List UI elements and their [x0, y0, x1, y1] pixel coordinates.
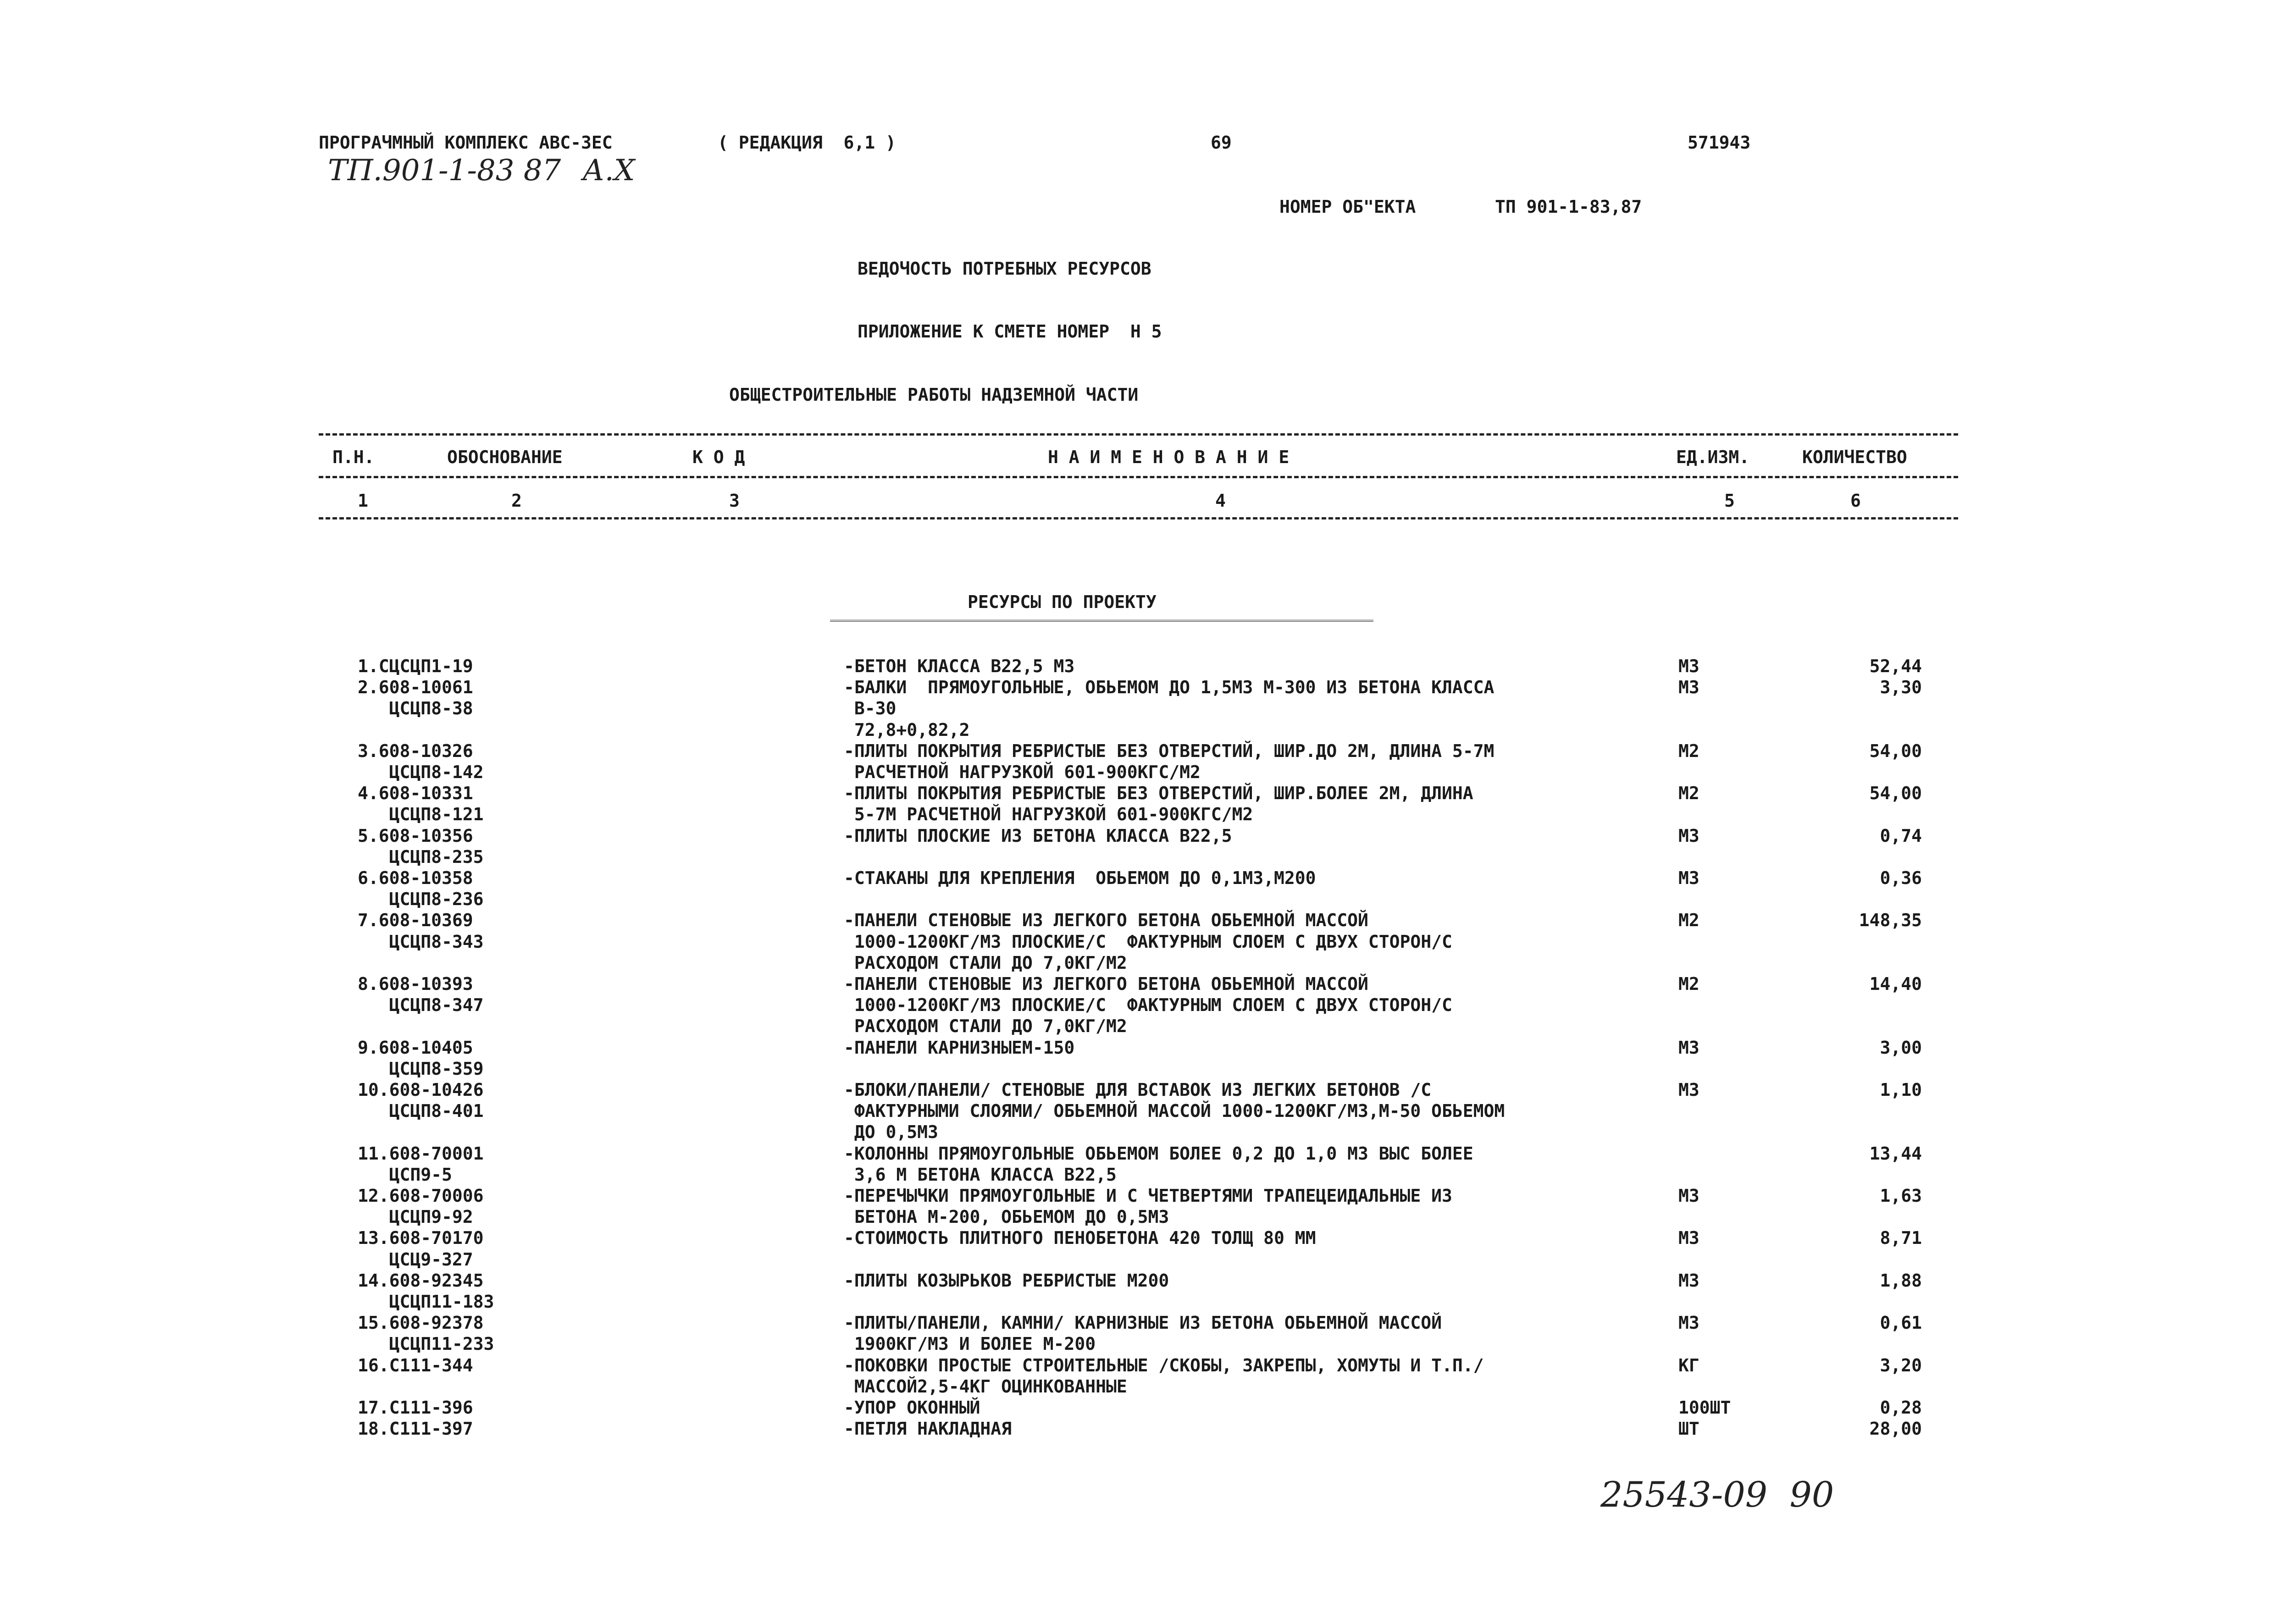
document-title: ВЕДОЧОСТЬ ПОТРЕБНЫХ РЕСУРСОВ [858, 259, 1151, 279]
col-header-basis: ОБОСНОВАНИЕ [447, 447, 563, 467]
table-row [0, 931, 2275, 952]
row-quantity: 54,00 [1869, 783, 1922, 804]
row-unit: М3 [1678, 677, 1699, 698]
row-code: ЦСЦП8-235 [358, 846, 484, 867]
row-code: ЦСЦП8-347 [358, 995, 484, 1016]
object-number-label: НОМЕР ОБ"ЕКТА [1279, 197, 1416, 217]
row-code: ЦСЦП8-142 [358, 762, 484, 782]
row-code: ЦСП9-5 [358, 1164, 452, 1185]
row-quantity: 1,88 [1880, 1270, 1922, 1291]
row-description: 1000-1200КГ/М3 ПЛОСКИЕ/С ФАКТУРНЫМ СЛОЕМ С ДВУХ СТОРОН/С [844, 995, 1452, 1016]
row-quantity: 13,44 [1869, 1143, 1922, 1164]
col-number-5: 5 [1724, 491, 1735, 511]
col-header-name: Н А И М Е Н О В А Н И Е [1048, 447, 1290, 467]
works-title: ОБЩЕСТРОИТЕЛЬНЫЕ РАБОТЫ НАДЗЕМНОЙ ЧАСТИ [729, 385, 1139, 405]
row-description: -ПОКОВКИ ПРОСТЫЕ СТРОИТЕЛЬНЫЕ /СКОБЫ, ЗАКРЕПЫ, ХОМУТЫ И Т.П./ [844, 1355, 1484, 1375]
row-description: -СТАКАНЫ ДЛЯ КРЕПЛЕНИЯ ОБЬЕМОМ ДО 0,1М3,М200 [844, 868, 1316, 888]
table-row [0, 1249, 2275, 1270]
row-code: 9.608-10405 [358, 1037, 473, 1058]
table-row [0, 656, 2275, 677]
row-description: РАСЧЕТНОЙ НАГРУЗКОЙ 601-900КГС/М2 [844, 762, 1201, 782]
row-code: ЦСЦП8-359 [358, 1058, 484, 1079]
row-description: -БЕТОН КЛАССА В22,5 М3 [844, 656, 1075, 676]
row-description: -СТОИМОСТЬ ПЛИТНОГО ПЕНОБЕТОНА 420 ТОЛЩ 80 ММ [844, 1228, 1316, 1248]
row-description: -ПАНЕЛИ СТЕНОВЫЕ ИЗ ЛЕГКОГО БЕТОНА ОБЬЕМНОЙ МАССОЙ [844, 974, 1368, 994]
row-quantity: 14,40 [1869, 974, 1922, 994]
row-code: 8.608-10393 [358, 974, 473, 994]
row-quantity: 0,36 [1880, 868, 1922, 888]
row-unit: М3 [1678, 1228, 1699, 1248]
handwritten-project-ref: ТП.901-1-83 87 [328, 154, 561, 188]
col-number-2: 2 [511, 491, 522, 511]
row-quantity: 0,74 [1880, 825, 1922, 846]
row-quantity: 0,28 [1880, 1398, 1922, 1418]
table-row [0, 804, 2275, 825]
row-code: 13.608-70170 [358, 1228, 484, 1248]
row-description: ДО 0,5М3 [844, 1122, 938, 1143]
row-description: В-30 [844, 698, 897, 719]
row-unit: М2 [1678, 910, 1699, 931]
row-unit: М3 [1678, 1186, 1699, 1206]
row-code: 2.608-10061 [358, 677, 473, 698]
row-unit: 100ШТ [1678, 1398, 1731, 1418]
row-unit: М3 [1678, 1313, 1699, 1333]
row-quantity: 28,00 [1869, 1419, 1922, 1439]
row-unit: М2 [1678, 783, 1699, 804]
row-unit: М3 [1678, 656, 1699, 676]
table-row [0, 846, 2275, 867]
row-description: -КОЛОННЫ ПРЯМОУГОЛЬНЫЕ ОБЬЕМОМ БОЛЕЕ 0,2 ДО 1,0 М3 ВЫС БОЛЕЕ [844, 1143, 1473, 1164]
row-unit: М2 [1678, 740, 1699, 761]
row-quantity: 1,63 [1880, 1186, 1922, 1206]
table-row [0, 1376, 2275, 1397]
handwritten-album-ref: А.Х [582, 154, 635, 188]
row-code: ЦСЦП11-183 [358, 1292, 494, 1312]
row-code: 5.608-10356 [358, 825, 473, 846]
table-top-rule [319, 433, 1958, 436]
row-quantity: 0,61 [1880, 1313, 1922, 1333]
table-row [0, 1312, 2275, 1333]
row-unit: КГ [1678, 1355, 1699, 1375]
table-row [0, 698, 2275, 719]
row-code: 1.СЦСЦП1-19 [358, 656, 473, 676]
row-unit: М3 [1678, 1270, 1699, 1291]
section-title: РЕСУРСЫ ПО ПРОЕКТУ [968, 592, 1157, 612]
row-code: ЦСЦП8-401 [358, 1101, 484, 1121]
col-header-num: П.Н. [332, 447, 375, 467]
row-description: -ПЛИТЫ ПОКРЫТИЯ РЕБРИСТЫЕ БЕЗ ОТВЕРСТИЙ, ШИР.ДО 2М, ДЛИНА 5-7М [844, 740, 1495, 761]
row-description: 72,8+0,82,2 [844, 719, 970, 740]
col-header-qty: КОЛИЧЕСТВО [1802, 447, 1907, 467]
table-bottom-rule [319, 517, 1958, 519]
col-number-3: 3 [729, 491, 740, 511]
table-row [0, 867, 2275, 889]
row-unit: М3 [1678, 868, 1699, 888]
row-code: 16.С111-344 [358, 1355, 473, 1375]
col-header-code: К О Д [692, 447, 745, 467]
table-header-rule [319, 476, 1958, 478]
row-code: 17.С111-396 [358, 1398, 473, 1418]
row-quantity: 1,10 [1880, 1080, 1922, 1100]
row-unit: М3 [1678, 825, 1699, 846]
row-code: 6.608-10358 [358, 868, 473, 888]
table-row [0, 1058, 2275, 1079]
table-row [0, 1185, 2275, 1206]
program-name: ПРОГРАЧМНЫЙ КОМПЛЕКС АВС-ЗЕС [319, 133, 613, 153]
table-row [0, 740, 2275, 762]
document-code: 571943 [1688, 133, 1751, 153]
table-row [0, 1037, 2275, 1058]
table-row [0, 1100, 2275, 1121]
table-row [0, 1291, 2275, 1312]
table-row [0, 1121, 2275, 1143]
row-description: РАСХОДОМ СТАЛИ ДО 7,0КГ/М2 [844, 1016, 1127, 1037]
row-code: 14.608-92345 [358, 1270, 484, 1291]
row-description: 3,6 М БЕТОНА КЛАССА В22,5 [844, 1164, 1117, 1185]
row-code: 3.608-10326 [358, 740, 473, 761]
row-description: -ПЛИТЫ/ПАНЕЛИ, КАМНИ/ КАРНИЗНЫЕ ИЗ БЕТОНА ОБЬЕМНОЙ МАССОЙ [844, 1313, 1442, 1333]
row-quantity: 3,20 [1880, 1355, 1922, 1375]
table-row [0, 719, 2275, 740]
table-row [0, 1016, 2275, 1037]
row-quantity: 148,35 [1859, 910, 1922, 931]
table-row [0, 1333, 2275, 1354]
row-description: -ПЛИТЫ ПОКРЫТИЯ РЕБРИСТЫЕ БЕЗ ОТВЕРСТИЙ, ШИР.БОЛЕЕ 2М, ДЛИНА [844, 783, 1473, 804]
row-code: 4.608-10331 [358, 783, 473, 804]
table-row [0, 762, 2275, 783]
row-description: -БЛОКИ/ПАНЕЛИ/ СТЕНОВЫЕ ДЛЯ ВСТАВОК ИЗ ЛЕГКИХ БЕТОНОВ /С [844, 1080, 1432, 1100]
row-quantity: 54,00 [1869, 740, 1922, 761]
appendix-title: ПРИЛОЖЕНИЕ К СМЕТЕ НОМЕР Н 5 [858, 321, 1162, 342]
edition-label: ( РЕДАКЦИЯ 6,1 ) [718, 133, 896, 153]
table-row [0, 1418, 2275, 1439]
section-underline [830, 620, 1373, 622]
row-description: РАСХОДОМ СТАЛИ ДО 7,0КГ/М2 [844, 952, 1127, 973]
table-row [0, 910, 2275, 931]
table-row [0, 1206, 2275, 1227]
row-unit: М3 [1678, 1037, 1699, 1058]
row-description: 5-7М РАСЧЕТНОЙ НАГРУЗКОЙ 601-900КГС/М2 [844, 804, 1253, 825]
row-unit: М3 [1678, 1080, 1699, 1100]
row-description: -ПЕРЕЧЫЧКИ ПРЯМОУГОЛЬНЫЕ И С ЧЕТВЕРТЯМИ ТРАПЕЦЕИДАЛЬНЫЕ ИЗ [844, 1186, 1452, 1206]
row-description: МАССОЙ2,5-4КГ ОЦИНКОВАННЫЕ [844, 1376, 1127, 1397]
table-row [0, 973, 2275, 994]
row-description: 1000-1200КГ/М3 ПЛОСКИЕ/С ФАКТУРНЫМ СЛОЕМ С ДВУХ СТОРОН/С [844, 931, 1452, 952]
table-row [0, 783, 2275, 804]
row-quantity: 52,44 [1869, 656, 1922, 676]
handwritten-archive-note: 25543-09 90 [1600, 1474, 1834, 1515]
row-description: 1900КГ/М3 И БОЛЕЕ М-200 [844, 1334, 1096, 1354]
col-number-1: 1 [358, 491, 368, 511]
table-row [0, 889, 2275, 910]
page-number: 69 [1211, 133, 1232, 153]
table-row [0, 1079, 2275, 1100]
row-code: 11.608-70001 [358, 1143, 484, 1164]
row-description: -УПОР ОКОННЫЙ [844, 1398, 980, 1418]
table-row [0, 1143, 2275, 1164]
row-code: ЦСЦП8-343 [358, 931, 484, 952]
table-row [0, 1397, 2275, 1418]
row-description: -ПЛИТЫ ПЛОСКИЕ ИЗ БЕТОНА КЛАССА В22,5 [844, 825, 1232, 846]
row-unit: М2 [1678, 974, 1699, 994]
row-code: ЦСЦП8-236 [358, 889, 484, 910]
row-description: -БАЛКИ ПРЯМОУГОЛЬНЫЕ, ОБЬЕМОМ ДО 1,5М3 М-300 ИЗ БЕТОНА КЛАССА [844, 677, 1495, 698]
col-number-4: 4 [1215, 491, 1226, 511]
row-quantity: 3,00 [1880, 1037, 1922, 1058]
table-row [0, 1227, 2275, 1248]
row-code: 15.608-92378 [358, 1313, 484, 1333]
row-quantity: 8,71 [1880, 1228, 1922, 1248]
row-code: ЦСЦП8-121 [358, 804, 484, 825]
row-quantity: 3,30 [1880, 677, 1922, 698]
col-number-6: 6 [1850, 491, 1861, 511]
table-row [0, 1355, 2275, 1376]
row-code: ЦСЦ9-327 [358, 1249, 473, 1270]
row-code: ЦСЦП9-92 [358, 1207, 473, 1227]
row-code: 7.608-10369 [358, 910, 473, 931]
row-code: ЦСЦП8-38 [358, 698, 473, 719]
row-code: 18.С111-397 [358, 1419, 473, 1439]
table-row [0, 677, 2275, 698]
row-description: ФАКТУРНЫМИ СЛОЯМИ/ ОБЬЕМНОЙ МАССОЙ 1000-1200КГ/М3,М-50 ОБЬЕМОМ [844, 1101, 1505, 1121]
row-code: 10.608-10426 [358, 1080, 484, 1100]
row-code: 12.608-70006 [358, 1186, 484, 1206]
col-header-unit: ЕД.ИЗМ. [1676, 447, 1750, 467]
row-code: ЦСЦП11-233 [358, 1334, 494, 1354]
object-number-value: ТП 901-1-83,87 [1495, 197, 1642, 217]
row-description: БЕТОНА М-200, ОБЬЕМОМ ДО 0,5М3 [844, 1207, 1169, 1227]
table-row [0, 825, 2275, 846]
table-row [0, 952, 2275, 973]
table-row [0, 1270, 2275, 1291]
table-row [0, 994, 2275, 1016]
row-description: -ПЕТЛЯ НАКЛАДНАЯ [844, 1419, 1012, 1439]
row-description: -ПАНЕЛИ КАРНИЗНЫЕМ-150 [844, 1037, 1075, 1058]
table-row [0, 1164, 2275, 1185]
row-unit: ШТ [1678, 1419, 1699, 1439]
row-description: -ПАНЕЛИ СТЕНОВЫЕ ИЗ ЛЕГКОГО БЕТОНА ОБЬЕМНОЙ МАССОЙ [844, 910, 1368, 931]
row-description: -ПЛИТЫ КОЗЫРЬКОВ РЕБРИСТЫЕ М200 [844, 1270, 1169, 1291]
